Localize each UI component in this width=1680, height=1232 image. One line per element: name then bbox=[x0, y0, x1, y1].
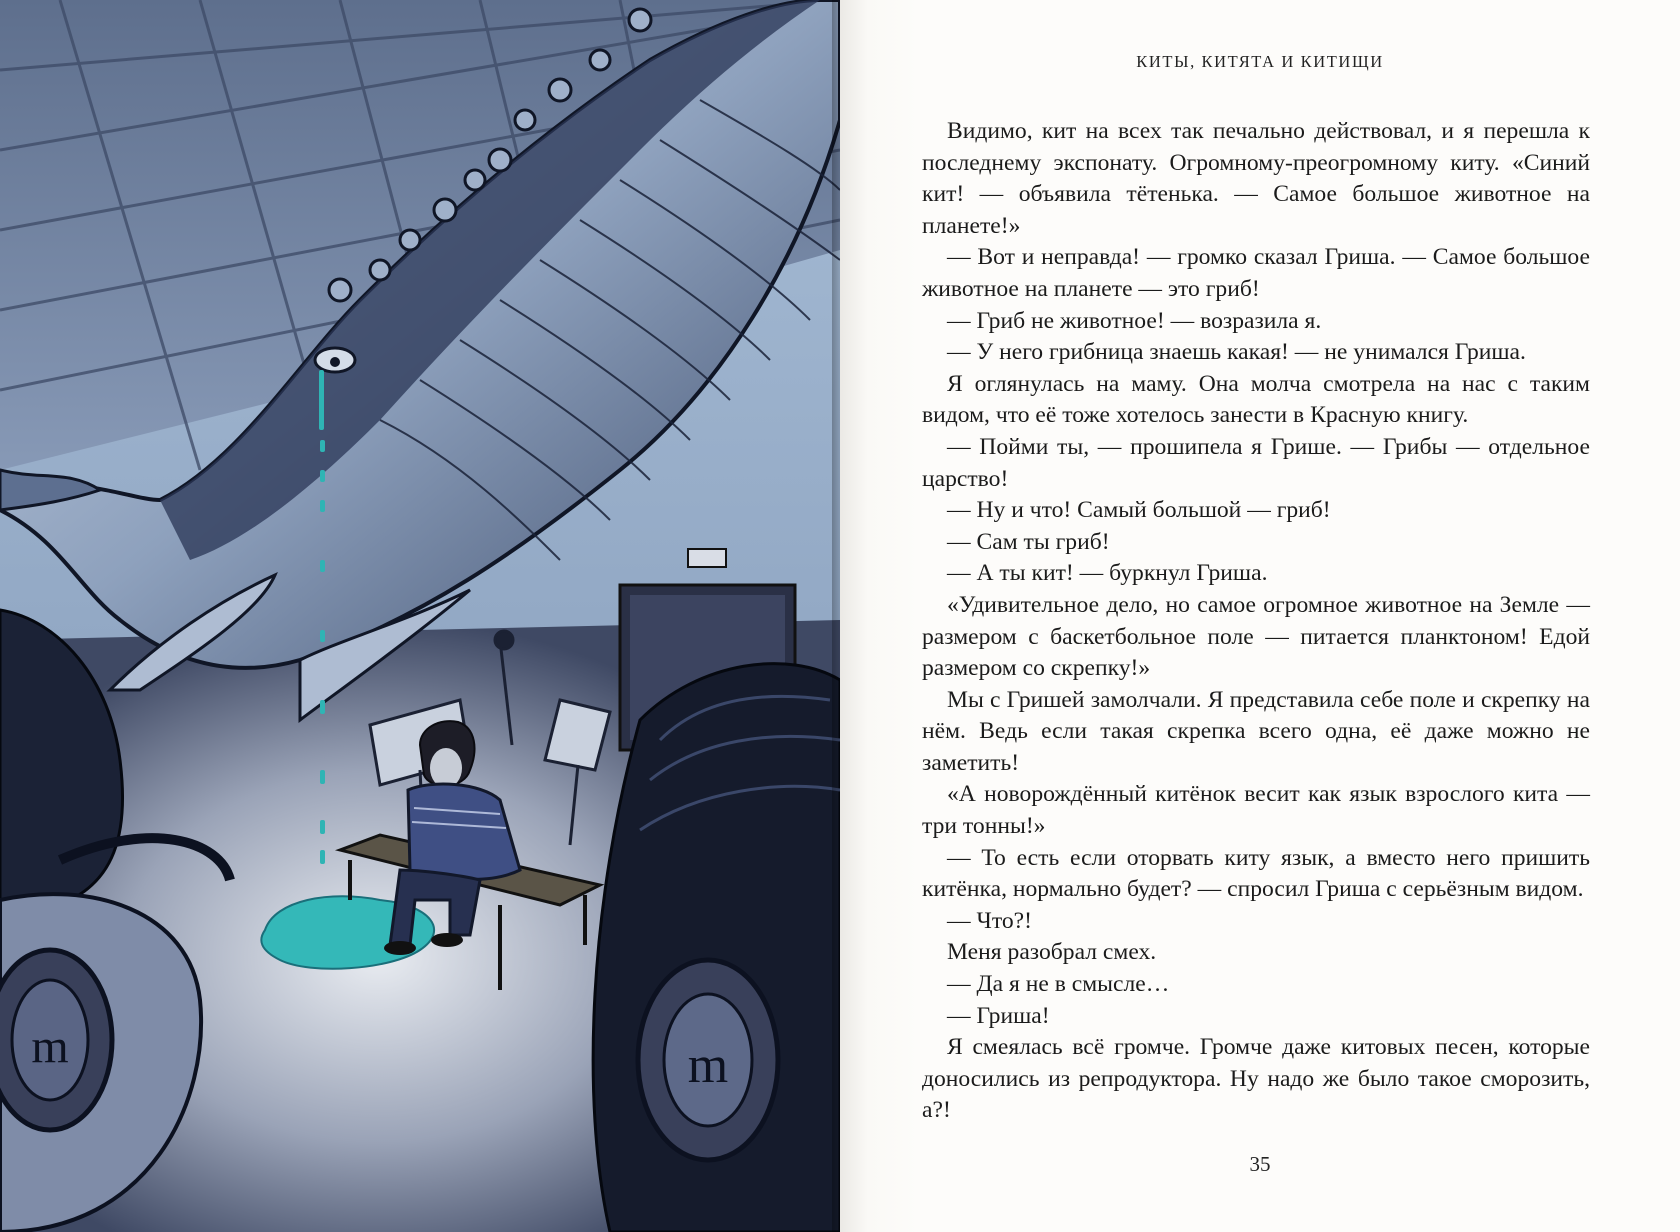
paragraph: — Вот и неправда! — громко сказал Гриша. — Самое большое животное на планете — это гриб! bbox=[922, 244, 1590, 302]
paragraph: — То есть если оторвать киту язык, а вместо него пришить китёнка, нормально будет? — спросил Гриша с серьёзным видом. bbox=[922, 844, 1590, 903]
running-head: КИТЫ, КИТЯТА И КИТИЩИ bbox=[1136, 52, 1384, 71]
paragraph: — Гриб не животное! — возразила я. bbox=[947, 307, 1322, 334]
left-headphone-logo: m bbox=[31, 1020, 69, 1073]
paragraph: — Гриша! bbox=[947, 1002, 1050, 1029]
paragraph: — Сам ты гриб! bbox=[947, 528, 1110, 555]
paragraph: Я оглянулась на маму. Она молча смотрела на нас с таким видом, что её тоже хотелось занести в Красную книгу. bbox=[922, 370, 1590, 429]
body-text bbox=[922, 116, 1590, 1127]
page-number: 35 bbox=[1249, 1152, 1271, 1176]
paragraph: — Ну и что! Самый большой — гриб! bbox=[947, 497, 1331, 524]
paragraph: — А ты кит! — буркнул Гриша. bbox=[947, 560, 1268, 587]
paragraph: Я смеялась всё громче. Громче даже китовых песен, которые доносились из репродуктора. Ну надо же было такое сморозить, а?! bbox=[922, 1034, 1590, 1124]
paragraph: — У него грибница знаешь какая! — не унимался Гриша. bbox=[947, 339, 1526, 366]
paragraph: «Удивительное дело, но самое огромное животное на Земле — размером с баскетбольное поле — питается планктоном! Едой размером со скрепку!» bbox=[922, 591, 1590, 682]
paragraph: — Пойми ты, — прошипела я Грише. — Грибы — отдельное царство! bbox=[922, 433, 1590, 492]
wall-sign bbox=[688, 549, 726, 567]
paragraph: Мы с Гришей замолчали. Я представила себе поле и скрепку на нём. Ведь если такая скрепка всего одна, её даже можно не заметить! bbox=[922, 686, 1590, 776]
paragraph: Меня разобрал смех. bbox=[947, 939, 1157, 966]
paragraph: Видимо, кит на всех так печально действовал, и я перешла к последнему экспонату. Огромному-преогромному киту. «Синий кит! — объявила тётенька. — Самое большое животное на планете!» bbox=[922, 118, 1590, 239]
right-headphone-logo: m bbox=[687, 1037, 729, 1094]
paragraph: — Да я не в смысле… bbox=[947, 971, 1170, 998]
paragraph: «А новорождённый китёнок весит как язык взрослого кита — три тонны!» bbox=[922, 781, 1590, 840]
text-page bbox=[840, 0, 1680, 1232]
paragraph: — Что?! bbox=[947, 907, 1032, 934]
